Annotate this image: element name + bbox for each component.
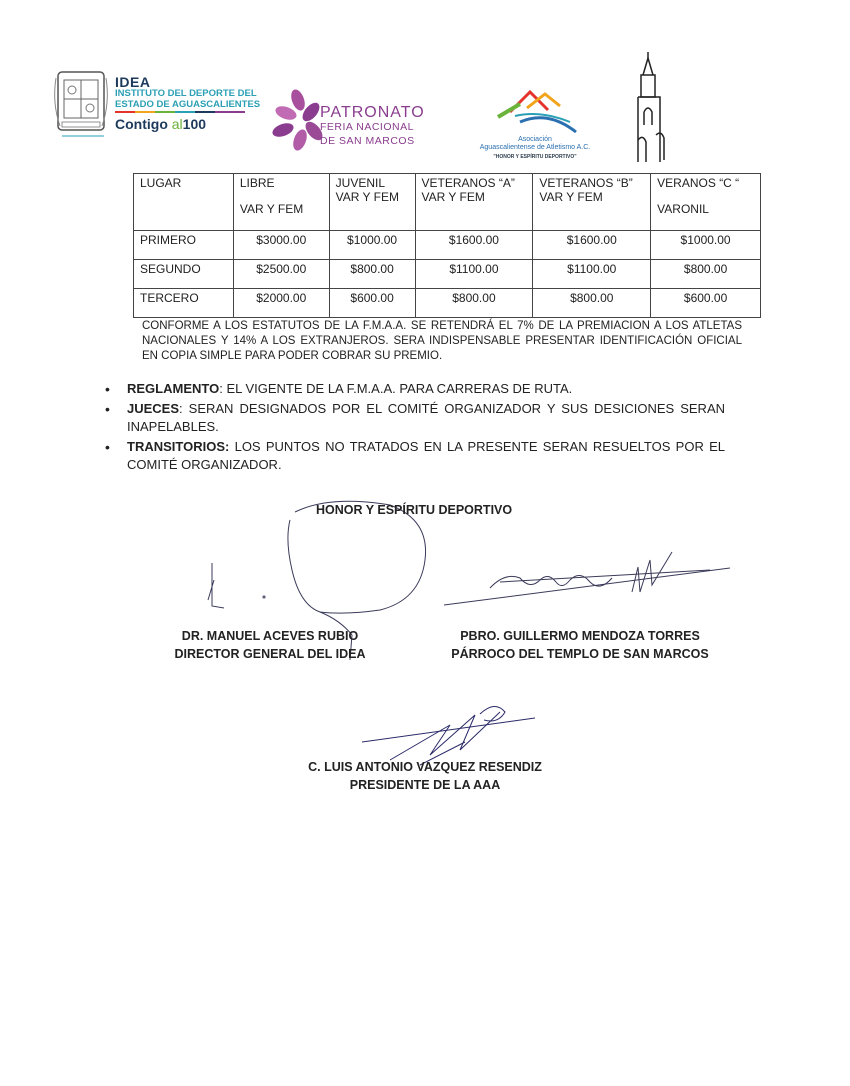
patronato-flower-icon — [271, 88, 326, 153]
prize-cell: $600.00 — [651, 289, 761, 318]
prize-cell: $1600.00 — [415, 231, 533, 260]
aaa-logo-name — [455, 136, 615, 152]
idea-logo-subtitle — [115, 89, 260, 110]
prize-cell: $1000.00 — [329, 231, 415, 260]
prize-cell: $1600.00 — [533, 231, 651, 260]
place-cell: PRIMERO — [134, 231, 234, 260]
prize-cell: $600.00 — [329, 289, 415, 318]
header-cell-place: LUGAR — [134, 174, 234, 231]
header-cell-juvenil: JUVENIL VAR Y FEM — [329, 174, 415, 231]
idea-subtitle-line1: INSTITUTO DEL DEPORTE DEL — [115, 88, 257, 99]
idea-tagline-a: Contigo — [115, 116, 168, 132]
rule-text: : EL VIGENTE DE LA F.M.A.A. PARA CARRERAS DE RUTA. — [219, 381, 573, 396]
table-row — [134, 231, 761, 260]
table-row — [134, 260, 761, 289]
rules-list — [105, 380, 725, 476]
list-item — [105, 400, 725, 436]
signature-block-parroco — [440, 627, 720, 663]
list-item — [105, 438, 725, 474]
place-cell: SEGUNDO — [134, 260, 234, 289]
header-cell-veteranos-a: VETERANOS “A” VAR Y FEM — [415, 174, 533, 231]
place-cell: TERCERO — [134, 289, 234, 318]
signature-3-scribble — [362, 706, 535, 765]
aaa-mountain-logo-icon — [498, 92, 576, 132]
patronato-line3: DE SAN MARCOS — [320, 135, 415, 147]
prize-cell: $1000.00 — [651, 231, 761, 260]
rule-text: LOS PUNTOS NO TRATADOS EN LA PRESENTE SERAN RESUELTOS POR EL COMITÉ ORGANIZADOR. — [127, 439, 725, 472]
idea-tagline — [115, 116, 206, 132]
retention-note: CONFORME A LOS ESTATUTOS DE LA F.M.A.A. SE RETENDRÁ EL 7% DE LA PREMIACION A LOS ATLETAS NACIONALES Y 14% A LOS EXTRANJEROS. SERA INDISPENSABLE PRESENTAR IDENTIFICACIÓN OFICIAL EN COPIA SIMPLE PARA PODER COBRAR SU PREMIO. — [142, 320, 742, 362]
table-header-row — [134, 174, 761, 231]
idea-coat-of-arms-icon — [55, 72, 108, 136]
church-tower-icon — [638, 52, 664, 162]
list-item — [105, 380, 725, 398]
patronato-logo-text — [320, 106, 425, 148]
signatory-role: DIRECTOR GENERAL DEL IDEA — [174, 647, 366, 661]
signature-2-scribble — [444, 552, 730, 605]
prize-table — [133, 173, 761, 318]
idea-tagline-b: al — [171, 116, 183, 132]
rule-label: REGLAMENTO — [127, 381, 220, 396]
patronato-line2: FERIA NACIONAL — [320, 121, 414, 133]
header-cell-veranos-c: VERANOS “C “ VARONIL — [651, 174, 761, 231]
signatory-role: PRESIDENTE DE LA AAA — [349, 778, 501, 792]
idea-logo-title: IDEA — [115, 74, 151, 90]
signatory-role: PÁRROCO DEL TEMPLO DE SAN MARCOS — [451, 647, 709, 661]
prize-cell: $800.00 — [651, 260, 761, 289]
rule-label: JUECES — [127, 401, 180, 416]
header-cell-veteranos-b: VETERANOS “B” VAR Y FEM — [533, 174, 651, 231]
aaa-name-line2: Aguascalientense de Atletismo A.C. — [479, 144, 591, 151]
idea-tagline-c: 100 — [182, 116, 207, 132]
rule-label: TRANSITORIOS: — [127, 439, 230, 454]
aaa-name-line1: Asociación — [518, 136, 552, 143]
table-row — [134, 289, 761, 318]
prize-cell: $2500.00 — [233, 260, 329, 289]
prize-cell: $1100.00 — [533, 260, 651, 289]
idea-color-bar — [115, 111, 245, 113]
prize-cell: $800.00 — [533, 289, 651, 318]
signature-block-director — [160, 627, 380, 663]
closing-motto: HONOR Y ESPÍRITU DEPORTIVO — [316, 503, 513, 517]
signatory-name: C. LUIS ANTONIO VAZQUEZ RESENDIZ — [308, 760, 542, 774]
header-cell-libre: LIBRE VAR Y FEM — [233, 174, 329, 231]
signatory-name: DR. MANUEL ACEVES RUBIO — [181, 629, 359, 643]
aaa-logo-motto: "HONOR Y ESPÍRITU DEPORTIVO" — [493, 154, 577, 160]
signature-block-presidente — [290, 758, 560, 794]
prize-cell: $1100.00 — [415, 260, 533, 289]
patronato-line1: PATRONATO — [320, 104, 425, 121]
prize-cell: $2000.00 — [233, 289, 329, 318]
signatory-name: PBRO. GUILLERMO MENDOZA TORRES — [460, 629, 700, 643]
idea-subtitle-line2: ESTADO DE AGUASCALIENTES — [115, 98, 261, 110]
rule-text: : SERAN DESIGNADOS POR EL COMITÉ ORGANIZADOR Y SUS DESICIONES SERAN INAPELABLES. — [127, 401, 725, 434]
prize-cell: $800.00 — [329, 260, 415, 289]
prize-cell: $800.00 — [415, 289, 533, 318]
prize-cell: $3000.00 — [233, 231, 329, 260]
